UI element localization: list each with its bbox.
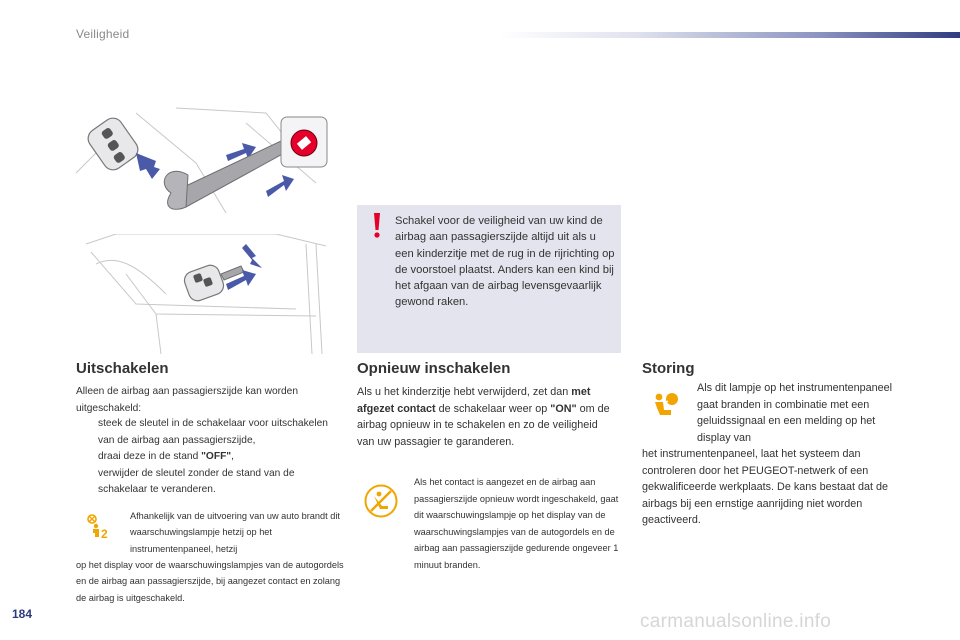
opnieuw-text-mid: de schakelaar weer op bbox=[435, 402, 551, 415]
key-blade-icon bbox=[164, 141, 288, 209]
uitschakelen-intro: Alleen de airbag aan passagierszijde kan worden uitgeschakeld: bbox=[76, 386, 299, 414]
opnieuw-text-pre: Als u het kinderzitje hebt verwijderd, zet dan bbox=[357, 386, 572, 398]
page-number: 184 bbox=[12, 607, 33, 621]
key-fob-icon bbox=[84, 114, 142, 173]
section-label: Veiligheid bbox=[76, 27, 130, 41]
opnieuw-note: Als het contact is aangezet en de airbag aan passagierszijde opnieuw wordt ingeschakeld, gaat dit waarschuwingslampje op het display van de waarschuwingslampjes van de autogordels en de airbag aan passagierszijde gedurende ongeveer 1 minuut branden. bbox=[414, 477, 619, 570]
uitschakelen-note-indent: Afhankelijk van de uitvoering van uw auto brandt dit waarschuwingslampje hetzij op het instrumentenpaneel, hetzij bbox=[130, 511, 340, 554]
step-text: steek de sleutel in de schakelaar voor uitschakelen van de airbag aan passagierszijde, bbox=[98, 418, 328, 446]
illustration-glovebox bbox=[76, 234, 336, 354]
watermark: carmanualsonline.info bbox=[640, 611, 832, 632]
uitschakelen-note-full: op het display voor de waarschuwingslampjes van de autogordels en de airbag aan passagierszijde, bij aangezet contact en zolang de airbag is uitgeschakeld. bbox=[76, 560, 344, 603]
heading-uitschakelen: Uitschakelen bbox=[76, 360, 169, 377]
airbag-switch-icon bbox=[281, 117, 327, 167]
child-seat-crossed-icon bbox=[364, 484, 398, 518]
heading-opnieuw-inschakelen: Opnieuw inschakelen bbox=[357, 360, 511, 377]
svg-text:2: 2 bbox=[101, 527, 108, 539]
list-item bbox=[76, 416, 338, 449]
header-bar bbox=[498, 32, 960, 38]
list-item bbox=[76, 449, 338, 466]
step-text-post: , bbox=[231, 451, 234, 463]
warning-text: Schakel voor de veiligheid van uw kind de airbag aan passagierszijde altijd uit als u een kinderzitje met de rug in de rijrichting op de voorstoel plaatst. Anders kan een kind bij het afgaan van de airbag levensgevaarlijk gewond raken. bbox=[395, 215, 615, 309]
opnieuw-text-bold-1: met afgezet contact bbox=[357, 386, 591, 415]
step-text-bold: "OFF" bbox=[201, 451, 232, 463]
opnieuw-paragraph bbox=[357, 384, 612, 450]
airbag-off-warning-icon bbox=[84, 513, 110, 539]
uitschakelen-steps bbox=[76, 416, 338, 499]
warning-box bbox=[357, 205, 621, 353]
heading-storing: Storing bbox=[642, 360, 695, 377]
step-text-pre: draai deze in de stand bbox=[98, 451, 202, 463]
illustration-key-switch bbox=[76, 103, 336, 227]
opnieuw-text-post: om de airbag opnieuw in te schakelen en zo de veiligheid van uw passagier te garanderen. bbox=[357, 402, 610, 448]
list-item bbox=[76, 466, 338, 499]
storing-paragraph-indent: Als dit lampje op het instrumentenpaneel gaat branden in combinatie met een geluidssignaal en een melding op het display van bbox=[697, 382, 893, 444]
step-text: verwijder de sleutel zonder de stand van de schakelaar te veranderen. bbox=[98, 467, 295, 496]
airbag-fault-icon bbox=[651, 390, 681, 420]
storing-paragraph-full: het instrumentenpaneel, laat het systeem dan controleren door het PEUGEOT-netwerk of een gekwalificeerde werkplaats. De kans bestaat dat de airbags bij een ernstige aanrijding niet worden geactiveerd. bbox=[642, 448, 889, 527]
opnieuw-text-bold-2: "ON" bbox=[550, 402, 577, 415]
exclamation-icon bbox=[371, 213, 383, 239]
